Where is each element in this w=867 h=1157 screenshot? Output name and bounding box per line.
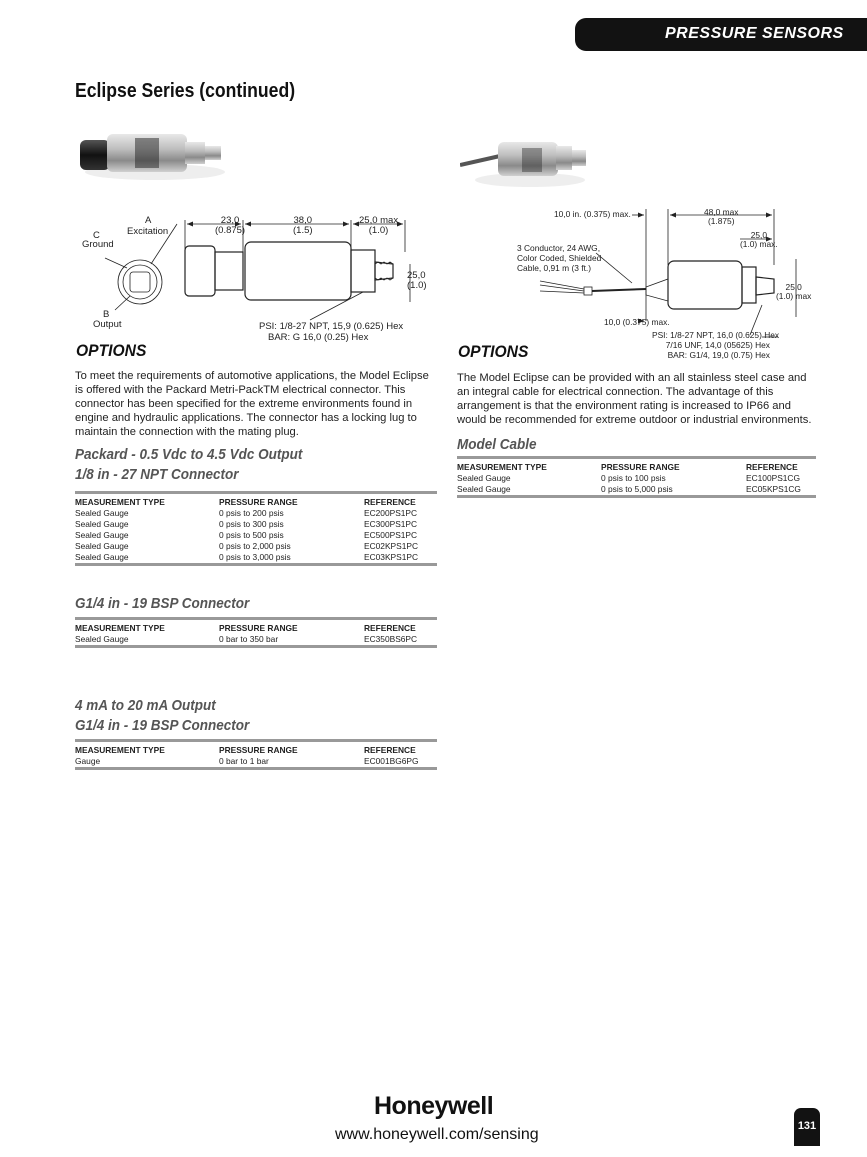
cable-desc-2: Color Coded, Shielded: [517, 253, 602, 263]
honeywell-logo: Honeywell: [374, 1092, 494, 1120]
table-row: [75, 755, 437, 766]
page-title: Eclipse Series (continued): [75, 80, 296, 102]
thread-bar: BAR: G 16,0 (0.25) Hex: [268, 332, 369, 343]
thread-r1: PSI: 1/8-27 NPT, 16,0 (0.625) Hex: [652, 330, 780, 340]
cell-type: Sealed Gauge: [75, 518, 129, 529]
thread-psi: PSI: 1/8-27 NPT, 15,9 (0.625) Hex: [259, 321, 404, 332]
cell-range: 0 psis to 500 psis: [219, 529, 284, 540]
col-measurement-type: MEASUREMENT TYPE: [75, 744, 165, 755]
g14-bsp-section: [75, 594, 437, 648]
cell-range: 0 psis to 300 psis: [219, 518, 284, 529]
dim-25-max-in: (1.0): [368, 225, 389, 236]
cell-range: 0 psis to 3,000 psis: [219, 551, 291, 562]
cell-range: 0 psis to 5,000 psis: [601, 483, 673, 494]
table-row: [75, 518, 437, 529]
connector-dimension-diagram: [75, 212, 445, 347]
col-reference: REFERENCE: [746, 461, 798, 472]
len-48: 48,0 max: [704, 207, 739, 217]
cell-range: 0 psis to 200 psis: [219, 507, 284, 518]
section-title: PRESSURE SENSORS: [665, 25, 844, 42]
ma-output-section: [75, 696, 437, 770]
col-measurement-type: MEASUREMENT TYPE: [75, 496, 165, 507]
dim-25-dia-in: (1.0): [407, 280, 427, 291]
pin-a: A: [145, 215, 152, 226]
cell-range: 0 psis to 100 psis: [601, 472, 666, 483]
cable-dimension-diagram: [500, 205, 820, 365]
table-row: [75, 507, 437, 518]
pin-a-label: Excitation: [127, 226, 169, 237]
cell-range: 0 psis to 2,000 psis: [219, 540, 291, 551]
packard-heading-1: Packard - 0.5 Vdc to 4.5 Vdc Output: [75, 446, 303, 463]
cable-desc-3: Cable, 0,91 m (3 ft.): [517, 263, 592, 273]
pin-c-label: Ground: [82, 239, 114, 250]
col-reference: REFERENCE: [364, 622, 416, 633]
ma-heading-2: G1/4 in - 19 BSP Connector: [75, 717, 250, 734]
pin-b: B: [103, 309, 110, 320]
model-cable-section: [457, 435, 816, 498]
right-options-text: The Model Eclipse can be provided with an all stainless steel case and an integral cable for electrical connection. The advantage of this arrangement is that the environment rating is increased to IP66 and would be recommended for extreme outdoor or industrial environments.: [457, 372, 812, 426]
ma-heading-1: 4 mA to 20 mA Output: [75, 697, 216, 714]
cable-length: 10,0 in. (0.375) max.: [554, 209, 631, 219]
col-pressure-range: PRESSURE RANGE: [219, 744, 298, 755]
col-pressure-range: PRESSURE RANGE: [219, 496, 298, 507]
cell-type: Sealed Gauge: [75, 540, 129, 551]
table-row: [75, 540, 437, 551]
dim-23-in: (0.875): [215, 225, 246, 236]
ma-table: [75, 744, 437, 766]
model-cable-heading: Model Cable: [457, 436, 537, 453]
len-48-in: (1.875): [707, 216, 735, 226]
dia-25-in: (1.0) max: [776, 291, 812, 301]
cell-type: Sealed Gauge: [457, 483, 511, 494]
cable-desc-1: 3 Conductor, 24 AWG,: [517, 243, 601, 253]
cell-reference: EC001BG6PG: [364, 755, 419, 766]
cell-range: 0 bar to 1 bar: [219, 755, 269, 766]
packard-heading-2: 1/8 in - 27 NPT Connector: [75, 466, 239, 483]
table-row: [75, 551, 437, 562]
section-banner: [575, 18, 867, 51]
len-10: 10,0 (0.375) max.: [604, 317, 670, 327]
cell-reference: EC300PS1PC: [364, 518, 418, 529]
pin-b-label: Output: [93, 319, 122, 330]
g14-heading: G1/4 in - 19 BSP Connector: [75, 595, 250, 612]
page-number: 131: [794, 1108, 820, 1146]
left-options-text: To meet the requirements of automotive applications, the Model Eclipse is offered with the Packard Metri-PackTM electrical connector. This connector has been specified for the extreme environments found in engine and hydraulic applications. The connector has a locking lug to maintain the connection with the mating plug.: [75, 370, 429, 438]
table-row: [75, 529, 437, 540]
cell-type: Sealed Gauge: [75, 529, 129, 540]
len-25-in: (1.0) max.: [740, 239, 778, 249]
packard-table: [75, 496, 437, 562]
dim-25-max: 25,0 max: [359, 215, 399, 226]
dim-38-in: (1.5): [293, 225, 313, 236]
footer-url[interactable]: www.honeywell.com/sensing: [335, 1126, 539, 1143]
dia-25: 25,0: [785, 282, 802, 292]
dim-25-dia: 25,0: [407, 270, 426, 281]
thread-r2: 7/16 UNF, 14,0 (05625) Hex: [665, 340, 770, 350]
col-reference: REFERENCE: [364, 744, 416, 755]
col-reference: REFERENCE: [364, 496, 416, 507]
model-cable-table: [457, 461, 816, 494]
packard-section: [75, 445, 437, 566]
dim-38: 38,0: [293, 215, 313, 226]
thread-r3: BAR: G1/4, 19,0 (0.75) Hex: [667, 350, 770, 360]
cell-reference: EC500PS1PC: [364, 529, 418, 540]
cell-type: Sealed Gauge: [75, 551, 129, 562]
pin-c: C: [93, 230, 100, 241]
len-25: 25,0: [750, 230, 767, 240]
cell-reference: EC200PS1PC: [364, 507, 418, 518]
product-photo-cable: [460, 130, 590, 190]
g14-table: [75, 622, 437, 644]
cell-reference: EC03KPS1PC: [364, 551, 418, 562]
left-options-heading: OPTIONS: [76, 341, 147, 360]
cell-type: Sealed Gauge: [75, 633, 129, 644]
product-photo-connector: [75, 122, 235, 184]
cell-type: Gauge: [75, 755, 101, 766]
cell-type: Sealed Gauge: [75, 507, 129, 518]
col-measurement-type: MEASUREMENT TYPE: [75, 622, 165, 633]
table-row: [457, 483, 816, 494]
col-pressure-range: PRESSURE RANGE: [219, 622, 298, 633]
cell-reference: EC100PS1CG: [746, 472, 800, 483]
col-measurement-type: MEASUREMENT TYPE: [457, 461, 547, 472]
cell-type: Sealed Gauge: [457, 472, 511, 483]
cell-reference: EC05KPS1CG: [746, 483, 801, 494]
cell-range: 0 bar to 350 bar: [219, 633, 279, 644]
right-options-heading: OPTIONS: [458, 342, 529, 361]
table-row: [457, 472, 816, 483]
dim-23: 23,0: [220, 215, 240, 226]
cell-reference: EC350BS6PC: [364, 633, 418, 644]
table-row: [75, 633, 437, 644]
cell-reference: EC02KPS1PC: [364, 540, 418, 551]
col-pressure-range: PRESSURE RANGE: [601, 461, 680, 472]
